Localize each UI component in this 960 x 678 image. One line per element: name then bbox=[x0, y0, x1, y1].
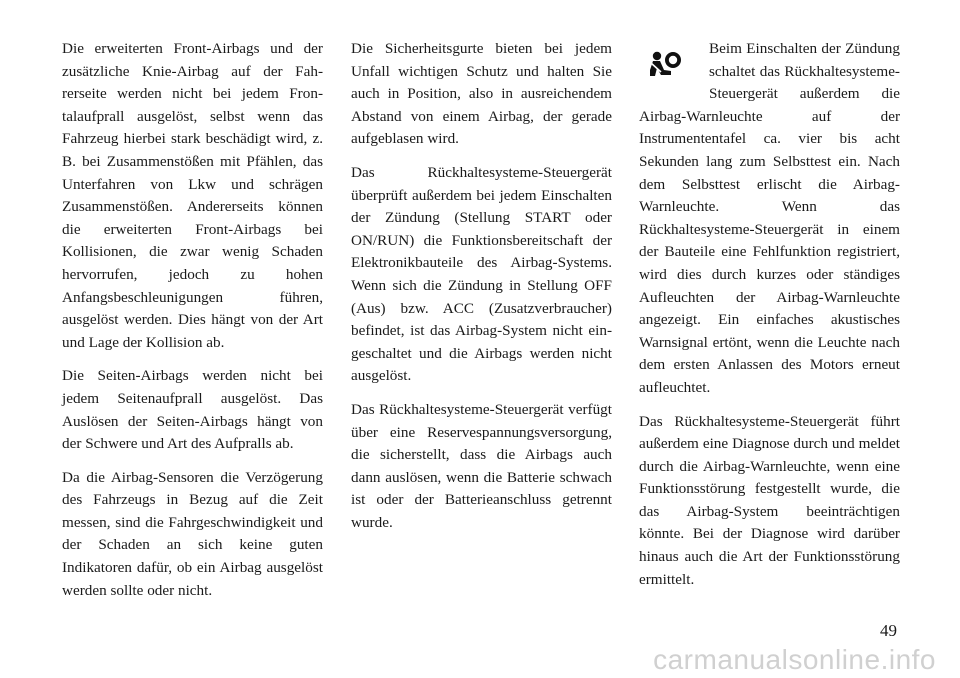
paragraph: Die erweiterten Front-Airbags und der zusätzliche Knie-Airbag auf der Fahrerseite werden nicht bei jedem Frontalaufprall ausgelöst, selbst wenn das Fahrzeug hierbei stark beschädigt wird, z. B. bei Zusammenstößen mit Pfählen, das Unterfahren von Lkw und schrägen Zusammenstößen. Andererseits können die erweiterten Front-Airbags bei Kollisionen, die zwar wenig Schaden hervorrufen, jedoch zu hohen Anfangsbeschleunigungen führen, ausgelöst werden. Dies hängt von der Art und Lage der Kollision ab. bbox=[62, 40, 323, 351]
watermark: carmanualsonline.info bbox=[653, 644, 936, 675]
text-column-1 bbox=[62, 38, 323, 613]
paragraph: Das Rückhaltesysteme-Steuergerät überprüft außerdem bei jedem Einschalten der Zündung (Stellung START oder ON/RUN) die Funktionsbereitschaft der Elektronikbauteile des Airbag-Systems. Wenn sich die Zündung in Stellung OFF (Aus) bzw. ACC (Zusatzverbraucher) befindet, ist das Airbag-System nicht eingeschaltet und die Airbags werden nicht ausgelöst. bbox=[351, 163, 612, 385]
paragraph: Das Rückhaltesysteme-Steuergerät führt außerdem eine Diagnose durch und meldet durch die Airbag-Warnleuchte, wenn eine Funktionsstörung festgestellt wurde, die das Airbag-System beeinträchtigen könnte. Bei der Diagnose wird darüber hinaus auch die Art der Funktionsstörung ermittelt. bbox=[639, 412, 900, 588]
paragraph: Da die Airbag-Sensoren die Verzögerung des Fahrzeugs in Bezug auf die Zeit messen, sind die Fahrgeschwindigkeit und der Schaden an sich keine guten Indikatoren dafür, ob ein Airbag ausgelöst werden sollte oder nicht. bbox=[62, 468, 323, 599]
paragraph: Das Rückhaltesysteme-Steuergerät verfügt über eine Reservespannungsversorgung, die sicherstellt, dass die Airbags auch dann auslösen, wenn die Batterie schwach ist oder der Batterieanschluss getrennt wurde. bbox=[351, 400, 612, 531]
airbag-warning-icon bbox=[639, 38, 705, 104]
page-number: 49 bbox=[880, 621, 897, 640]
text-column-2 bbox=[351, 38, 612, 545]
text-column-3 bbox=[639, 38, 900, 602]
paragraph: Die Seiten-Airbags werden nicht bei jedem Seitenaufprall ausgelöst. Das Auslösen der Seiten-Airbags hängt von der Schwere und Art des Aufpralls ab. bbox=[62, 367, 323, 453]
paragraph: Beim Einschalten der Zündung schaltet das Rückhaltesysteme-Steuergerät außerdem die Airbag-Warnleuchte auf der Instrumententafel ca. vier bis acht Sekunden lang zum Selbsttest ein. Nach dem Selbsttest erlischt die Airbag-Warnleuchte. Wenn das Rückhaltesysteme-Steuergerät in einem der Bauteile eine Fehlfunktion registriert, wird dies durch kurzes oder ständiges Aufleuchten der Airbag-Warnleuchte angezeigt. Ein einfaches akustisches Warnsignal ertönt, wenn die Leuchte nach dem ersten Anlassen des Motors erneut aufleuchtet. bbox=[639, 40, 900, 396]
paragraph: Die Sicherheitsgurte bieten bei jedem Unfall wichtigen Schutz und halten Sie auch in Position, also in ausreichendem Abstand von einem Airbag, der gerade aufgeblasen wird. bbox=[351, 40, 612, 148]
